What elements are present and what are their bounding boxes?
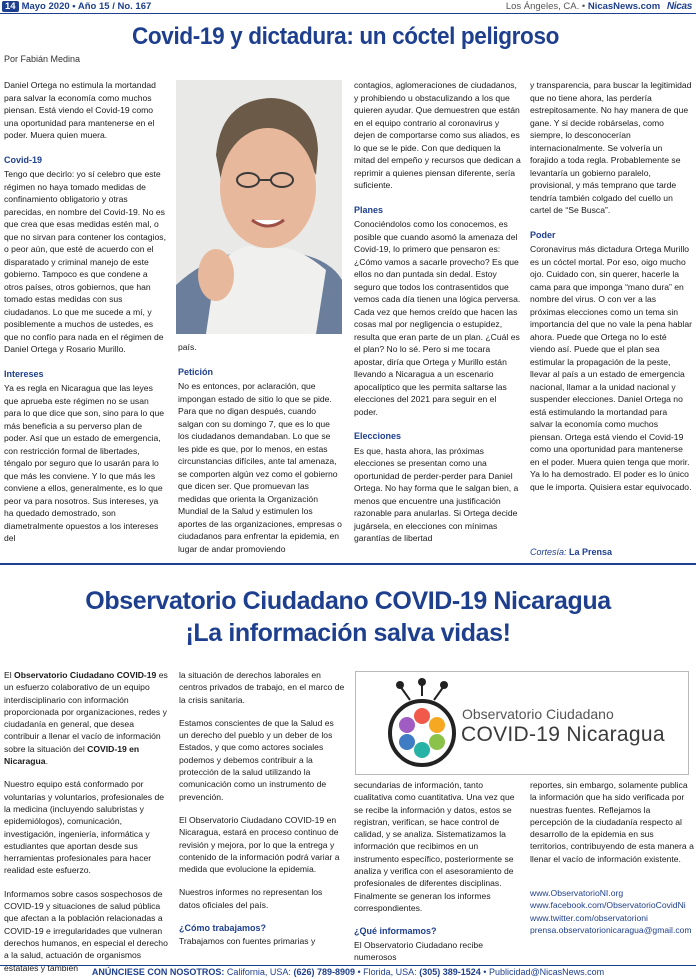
portrait-illustration	[176, 80, 342, 334]
paragraph: y transparencia, para buscar la legitimidad que no tiene ahora, las perdería estrepitosamente. No hay manera de que gane. Y si decide robárselas, como siempre, lo desconocerían internacionalmente. Se volvería un forajido a toda regla. Probablemente se levantaría un gobierno paralelo, provisional, y más temprano que tarde tendría también colgado del cuello un cartel de “Se Busca”.	[530, 80, 692, 215]
subheading-elecciones: Elecciones	[354, 431, 402, 441]
issue-info	[2, 1, 151, 12]
paragraph: El Observatorio Ciudadano recibe numerosos	[354, 939, 483, 962]
paragraph: Informamos sobre casos sospechosos de COVID-19 y situaciones de salud pública que afectan a la población relacionadas a COVID-19 e irregularidades que vulneran derechos humanos, en especial el derecho a la salud, actuación de organismos estatales y también	[4, 888, 168, 973]
footer-separator: •	[483, 967, 487, 977]
paragraph: No es entonces, por aclaración, que impongan estado de sitio lo que se pide. Para que no digan después, cuando salgan con su domingo 7, que es lo que los ciudadanos demandaban. Lo que se les pide es que, por lo menos, en estas circunstancias difíciles, ante tal amenaza, se comporten algún vez como el gobierno que dicen ser. Que promuevan las medidas que orienta la Organización Mundial de la Salud y estimulen los aportes de las organizaciones, empresas o ciudadanos para enfrentar la epidemia, en lugar de andar promoviendo	[178, 381, 342, 554]
author-photo	[176, 80, 342, 334]
paragraph: reportes, sin embargo, solamente publica la información que ha sido verificada por nuestras fuentes. Reflejamos la percepción de la ciudadanía respecto al desarrollo de la epidemia en sus territorios, contribuyendo de esta manera a llenar el vacío de información existente.	[530, 780, 694, 864]
paragraph: El Observatorio Ciudadano COVID-19 en Nicaragua, estará en proceso continuo de revisión y mejora, por lo que la entrega y contenido de la información podrá variar a medida que evolucione la epidemia.	[179, 814, 340, 875]
paragraph: Estamos conscientes de que la Salud es un derecho del pueblo y un deber de los Estados, y que como actores sociales podemos y debemos contribuir a la protección de la salud utilizando la comunicación como un instrumento de prevención.	[179, 717, 334, 802]
observatorio-column-3	[354, 779, 522, 974]
website-link[interactable]: www.ObservatorioNI.org	[530, 888, 624, 899]
logo-name: Observatorio Ciudadano	[462, 706, 614, 722]
paragraph: Daniel Ortega no estimula la mortandad para salvar la economía como muchos piensan. Está viendo el Covid-19 como una oportunidad para mantenerse en el poder. Muera quien muera.	[4, 80, 156, 140]
site-link[interactable]: NicasNews.com	[587, 1, 661, 12]
footer-email[interactable]: Publicidad@NicasNews.com	[488, 967, 605, 977]
subheading-peticion: Petición	[178, 366, 214, 377]
page-number: 14	[2, 1, 19, 12]
paragraph: país.	[178, 342, 197, 352]
observatorio-logo-icon	[386, 678, 458, 770]
subheading-planes: Planes	[354, 204, 384, 215]
article-column-4	[530, 79, 692, 505]
paragraph: Es que, hasta ahora, las próximas elecciones se presentan como una oportunidad de perder-perder para Daniel Ortega. No hay forma que le salgan bien, a menos que encuentre una justificación razonable para anularlas. Si Ortega decide jugársela, en elecciones con mínimas garantías de libertad	[354, 445, 519, 543]
credit-line	[530, 547, 612, 557]
article-column-3	[354, 79, 521, 557]
twitter-link[interactable]: www.twitter.com/observatorioni	[530, 912, 648, 923]
observatorio-logo-box	[355, 671, 689, 775]
article-title: Covid-19 y dictadura: un cóctel peligroso	[132, 23, 560, 50]
footer-label: ANÚNCIESE CON NOSOTROS:	[91, 967, 225, 977]
article-column-1	[4, 79, 166, 557]
footer-text: • Florida, USA:	[357, 967, 417, 977]
subheading-poder: Poder	[530, 229, 556, 240]
section-divider	[0, 563, 696, 565]
bold-text: Observatorio Ciudadano COVID-19	[14, 670, 157, 680]
paragraph: contagios, aglomeraciones de ciudadanos, y prohibiendo u obstaculizando a los que quieren ayudar. Que demuestren que están en el equipo contrario al coronavirus y dejen de comportarse como sus aliados, es lo que se le pide. Con que dediquen la mitad del empeño y recursos que dedican a reprimir a quienes piensan diferente, sería suficiente.	[354, 80, 521, 190]
subheading-que-informamos: ¿Qué informamos?	[354, 926, 437, 937]
byline: Por Fabián Medina	[4, 54, 81, 64]
page-header	[0, 0, 696, 14]
footer-phone-florida[interactable]: (305) 389-1524	[419, 967, 481, 977]
site-info	[506, 1, 692, 12]
observatorio-subheading: ¡La información salva vidas!	[185, 619, 511, 647]
footer-text: California, USA:	[226, 967, 291, 977]
issue-date: Mayo 2020 • Año 15 / No. 167	[21, 1, 152, 12]
paragraph: Trabajamos con fuentes primarias y	[179, 936, 316, 947]
paragraph: Conociéndolos como los conocemos, es posible que cuando asomó la amenaza del Covid-19, lo primero que pensaron es: ¿Cómo vamos a sacarle provecho? Es que ellos no dan puntada sin dedal. Estoy seguro que todos los contrasentidos que vemos cada día tienen una lógica perversa. Cada vez que hemos creído que hacen las cosas mal por negligencia o estupidez, resulta que eran parte de un plan. ¿Cuál es el plan? No lo sé. Pero si me tocara apostar, diría que Ortega y Murillo están llevando a Nicaragua a un escenario apocalíptico que les permita saltarse las elecciones del 2021 para seguir en el poder.	[354, 219, 521, 417]
paragraph: Tengo que decirlo: yo sí celebro que este régimen no haya tomado medidas de confinamiento obligatorio y otras parecidas, en nombre del Covid-19. No es que crea que esas medidas estén mal, o que no sirvan para contener los contagios, o peor aún, que esté de acuerdo con el disparatado y criminal manejo de este gobierno. Tampoco es que condene a otros países, otros gobiernos, que han tomado estas medidas con sus ciudadanos. Lo que me sucede a mí, y posiblemente a muchos de ustedes, es que no confío para nada en el régimen de Daniel Ortega y Rosario Murillo.	[4, 169, 166, 354]
paragraph: la situación de derechos laborales en centros privados de trabajo, en el marco de la crisis sanitaria.	[179, 670, 345, 705]
location: Los Ángeles, CA. •	[505, 1, 586, 12]
credit-source: La Prensa	[569, 547, 613, 557]
observatorio-heading: Observatorio Ciudadano COVID-19 Nicaragua	[85, 587, 611, 615]
text: es un esfuerzo colaborativo de un equipo interdisciplinario con información proporcionada por organizaciones, redes y ciudadanía en general, que desea contribuir a llenar el vacío de información sobre la situación del	[4, 670, 168, 754]
links-list	[530, 887, 694, 936]
observatorio-column-2	[179, 669, 345, 959]
paragraph	[4, 669, 170, 767]
facebook-link[interactable]: www.facebook.com/ObservatorioCovidNi	[530, 900, 686, 911]
nicas-logo: Nicas	[666, 1, 692, 12]
paragraph: Ya es regla en Nicaragua que las leyes que aprueba este régimen no se usan para lo que dice que son, sino para lo que más beneficia a su perverso plan de poder. Así que un estado de emergencia, con restricción formal de libertades, téngalo por seguro que lo usarán para lo que más les conviene. Y lo que más les conviene a ellos, generalmente, es lo que peor va para nosotros. Sus intereses, ya ha quedado demostrado, son diametralmente opuestos a los intereses del	[4, 383, 165, 543]
observatorio-column-1	[4, 669, 170, 979]
article-column-2	[178, 341, 343, 567]
page-footer	[0, 965, 696, 979]
logo-subname: COVID-19 Nicaragua	[461, 723, 665, 746]
paragraph: Coronavirus más dictadura Ortega Murillo es un cóctel mortal. Por eso, oigo mucho ojo. Cuidado con, sin querer, hacerle la cama para que imponga “mano dura” en nombre del virus. O con ver a las próximas elecciones como un tema sin importancia del que no vale la pena hablar ahora. Puede que Ortega no lo esté viendo así. Puede que el plan sea estimular la propagación de la peste, llevar al país a un estado de emergencia nacional, llamar a la unidad nacional y suspender elecciones. Daniel Ortega no está estimulando la mortandad para salvar la economía como muchos piensan. Ortega está viendo el Covid-19 como una oportunidad para mantenerse en el poder. Muera quien tenga que morir. Ya lo ha demostrado. El poder es lo único que le importa. Quisiera estar equivocado.	[530, 244, 692, 492]
text: El	[4, 670, 15, 680]
subheading-como-trabajamos: ¿Cómo trabajamos?	[179, 923, 267, 934]
subheading-covid: Covid-19	[4, 154, 43, 165]
email-link[interactable]: prensa.observatorionicaragua@gmail.com	[530, 924, 692, 935]
credit-label: Cortesía:	[530, 547, 567, 557]
footer-phone-california[interactable]: (626) 789-8909	[293, 967, 355, 977]
bold-text: COVID-19 en Nicaragua	[4, 743, 140, 767]
paragraph: secundarias de información, tanto cualitativa como cuantitativa. Una vez que se recibe la información y datos, estos se registran, verifican, se hace control de calidad, y se analiza. Sistematizamos la información que recibimos en un instrumento específico, posteriormente se analiza y verifica con el asesoramiento de profesionales de diferentes disciplinas. Finalmente se generan los informes correspondientes.	[354, 780, 515, 913]
paragraph: Nuestros informes no representan los datos oficiales del país.	[179, 887, 323, 910]
observatorio-column-4	[530, 779, 694, 936]
paragraph: Nuestro equipo está conformado por voluntarias y voluntarios, profesionales de la medicina (incluyendo salubristas y epidemiólogos), comunicación, investigación, ingeniería, informática y estudiantes que aportan desde sus herramientas profesionales para hacer realidad este esfuerzo.	[4, 779, 165, 876]
text: .	[45, 756, 48, 767]
subheading-intereses: Intereses	[4, 368, 44, 379]
